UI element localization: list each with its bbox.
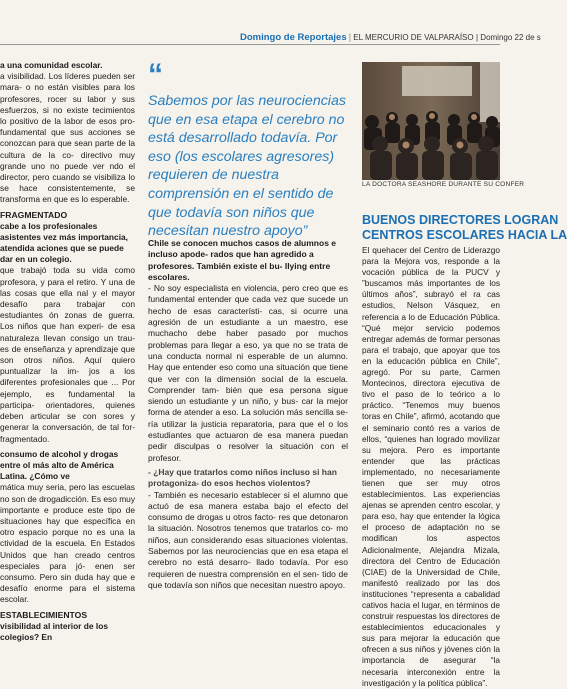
interview-question-lead: Chile se conocen muchos casos de alumnos e incluso apode- rados que han agredido a profesores. También existe el bu- llying entre escolares. <box>148 238 337 282</box>
left-paragraph-2: a visibilidad. Los líderes pueden ser mara- o no están visibles para los profesores, rocer su labor y sus esfuerzos, si no existe tecimientos lo positivo de la labor de esos pro- fundamental que sus acciones se conozcan para que sean parte de la cultura de la co- directivo muy grande uno no puede ver ndo el director, pero cuando se visibiliza lo se hace consistentemente, se transforma en que es lo esperable. <box>0 71 135 205</box>
header-separator: | <box>349 33 351 43</box>
left-question-3: visibilidad al interior de los colegios? En <box>0 620 108 642</box>
left-subheading-2: ESTABLECIMIENTOS <box>0 609 88 620</box>
left-paragraph-1: a una comunidad escolar. <box>0 60 103 70</box>
page-header <box>0 30 541 48</box>
left-column <box>0 60 136 642</box>
right-headline-line-1: BUENOS DIRECTORES LOGRAN <box>362 213 559 227</box>
left-paragraph-3: que trabajó toda su vida como profesora, y para el retiro. Y una de las cosas que ella nal y el mayor desafío para trabajar con estudiantes ón zonas de guerra. Los niños que han experi- de esa naturaleza llevan consigo un trau- es de enseñanza y aprendizaje que son otros niños. Aquí quiero puntualizar la im- jos a los diferentes profesionales que ... Por ejemplo, es fundamental la participa- orientadores, quienes deben articular se con sores y generar la conversación, de tal for- fragmentado. <box>0 265 135 444</box>
middle-column <box>148 238 348 590</box>
header-text <box>240 32 541 43</box>
left-question-1: cabe a los profesionales asistentes vez más importancia, atendida aciones que se puede dar en un colegio. <box>0 220 129 265</box>
right-headline-line-2: CENTROS ESCOLARES HACIA LA <box>362 227 567 242</box>
section-name: Domingo de Reportajes <box>240 32 347 43</box>
right-headline <box>362 213 567 242</box>
quote-mark-icon: “ <box>148 58 163 91</box>
interview-answer-2: - También es necesario establecer si el alumno que actuó de esa manera estaba bajo el efecto del consumo de drogas u otros facto- res que detonaron la situación. Nosotros tenemos que tratarlos co- mo niños, aun considerando esas situaciones violentas. Sabemos por las neurociencias que en esa etapa el cerebro no está desarro- llado todavía. Por eso requieren de nuestra comprensión en el sen- tido de que todavía son niños que necesitan nuestro apoyo. <box>148 489 348 590</box>
interview-answer-1: - No soy especialista en violencia, pero creo que es fundamental entender que cada vez que sucede un hecho de esas característi- cas, si ocurre una agresión de un estudiante a un maestro, ese muchacho debe haber pasado por muchos problemas para llegar a eso, ya que no se trata de una conducta normal ni esperable de un alumno. Hay que entender eso como una situación que tiene que ver con la dimensión social de la escuela. Comprender tam- bién que esa persona sigue siendo un estudiante y un niño, y bus- car la mejor forma de atender a eso. La solución más sencilla se- ría utilizar la justicia reparatoria, para que el o los estudiantes que actuaron de esa manera puedan pedir disculpas o resolver la situación con el profesor. <box>148 283 348 463</box>
left-question-2: consumo de alcohol y drogas entre ol más alto de América Latina. ¿Cómo ve <box>0 448 119 482</box>
header-rule <box>0 44 500 45</box>
interview-question-2: - ¿Hay que tratarlos como niños incluso si han protagoniza- do esos hechos violentos? <box>148 466 337 489</box>
conference-photo <box>362 62 500 180</box>
right-article-body: El quehacer del Centro de Liderazgo para la Mejora vos, responde a la vocación pública de la PUCV y ”buscamos más importantes de los últimos años”, subrayó el ra cas estudios, Nelson Vásquez, en referencia a lo de Educación Pública. “Qué mejor servicio podemos entregar además de formar personas para el trabajo, que apoyar que tos en la educación pública en Chile”, agregó. Por su parte, Carmen Montecinos, directora ejecutiva de tivo el paso de lo teórico a lo práctico. “Tenemos muy buenos toras en Chile”, afirmó, acotando que el seminario contó res a varios de ellos, “quienes han logrado movilizar su mejora. Pero es importante entender que las prácticas implementado, no necesariamente tienen que ser muy otros establecimientos. Las experiencias ajenas se aprenden centro escolar, y para eso, hay que entender la lógica el proceso de adaptación no se modifican los aspectos Adicionalmente, Alejandra Mizala, directora del Centro de Educación (CIAE) de la Universidad de Chile, manifestó realizado por las dos instituciones “representa a cabalidad cativos hacia el lugar, en términos de construir respuestas los directores de establecimientos educacionales y sus para mejorar la educación que ofrecen a sus niños y jóvenes ción la importancia de asegurar “la necesaria interconexión entre la investigación y la política pública”. <box>362 245 500 688</box>
audience-photo-illustration <box>362 62 500 180</box>
publication-date: | Domingo 22 de s <box>475 33 541 42</box>
newspaper-name: EL MERCURIO DE VALPARAÍSO <box>353 33 474 42</box>
photo-caption: LA DOCTORA SEASHORE DURANTE SU CONFER <box>362 181 525 188</box>
right-column <box>362 245 500 688</box>
left-paragraph-4: mática muy seria, pero las escuelas no son de drogadicción. Es eso muy importante e produce este tipo de situaciones hay que específica en otro espacio porque no es una la ctividad de la escuela. En Estados Unidos que han creado centros especiales para jó- enen ser consumo. Pero sin duda hay que e desafío enorme para el sistema escolar. <box>0 482 136 605</box>
left-subheading-1: FRAGMENTADO <box>0 209 68 220</box>
pull-quote: Sabemos por las neurociencias que en esa etapa el cerebro no está desarrollado todavía. Por eso (los escolares agresores) requieren de nuestra comprensión en el sentido de que todavía son niños que necesitan nuestro apoyo” <box>148 93 346 240</box>
